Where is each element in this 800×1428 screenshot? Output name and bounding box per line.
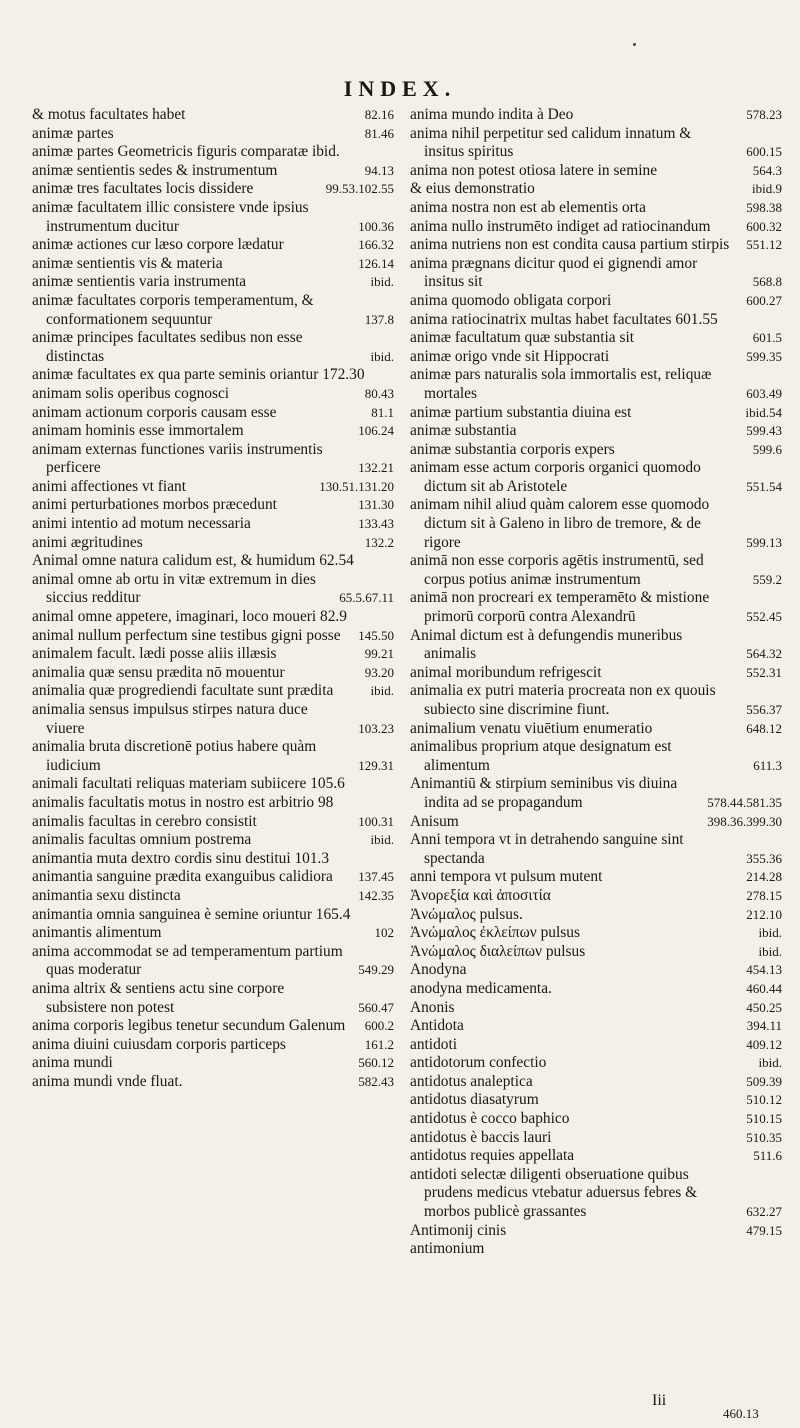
entry-page-ref: 126.14 (358, 255, 394, 271)
entry-page-ref: 398.36.399.30 (707, 813, 782, 829)
entry-page-ref: 103.23 (358, 720, 394, 736)
entry-text: animi affectiones vt fiant (32, 477, 186, 495)
entry-page-ref: 600.2 (364, 1018, 394, 1034)
index-entry (410, 1222, 782, 1241)
entry-text: & eius demonstratio (410, 180, 535, 198)
entry-page-ref: 166.32 (358, 237, 394, 253)
entry-text: animam externas functiones variis instrumentis perficere (32, 440, 323, 477)
entry-text: anima diuini cuiusdam corporis particeps (32, 1035, 286, 1053)
index-entry (32, 571, 394, 608)
entry-text: animalium venatu viuētium enumeratio (410, 719, 653, 737)
entry-page-ref: 102 (374, 925, 394, 941)
index-entry (410, 999, 782, 1018)
index-entry (32, 794, 394, 813)
entry-page-ref: 81.46 (364, 125, 394, 141)
entry-text: Ἀνώμαλος ἐκλείπων pulsus (410, 924, 580, 942)
entry-text: anima quomodo obligata corpori (410, 291, 612, 309)
index-entry (410, 162, 782, 181)
entry-text: anima prægnans dicitur quod ei gignendi amor insitus sit (410, 254, 698, 291)
entry-page-ref: 130.51.131.20 (319, 478, 394, 494)
entry-page-ref: 509.39 (746, 1073, 782, 1089)
entry-page-ref: 549.29 (358, 962, 394, 978)
index-entry (410, 348, 782, 367)
index-entry (410, 422, 782, 441)
index-entry (410, 125, 782, 162)
entry-page-ref: 599.6 (752, 441, 782, 457)
entry-page-ref: 600.32 (746, 218, 782, 234)
index-entry (410, 813, 782, 832)
index-entry (410, 775, 782, 812)
entry-text: anima mundi (32, 1054, 113, 1072)
entry-text: antidotus diasatyrum (410, 1091, 539, 1109)
entry-text: anima nullo instrumēto indiget ad ratiocinandum (410, 217, 711, 235)
index-entry (410, 366, 782, 403)
entry-text: antidotus analeptica (410, 1072, 533, 1090)
index-entry (32, 1054, 394, 1073)
entry-page-ref: 599.13 (746, 534, 782, 550)
index-entry (410, 924, 782, 943)
index-entry (410, 831, 782, 868)
entry-text: Ἀνορεξία καὶ ἀποσιτία (410, 886, 551, 904)
index-entry (410, 329, 782, 348)
right-column (410, 106, 782, 1259)
entry-text: animantia sanguine prædita exanguibus calidiora (32, 868, 333, 886)
index-entry (32, 515, 394, 534)
entry-text: Anodyna (410, 961, 467, 979)
index-entry (32, 645, 394, 664)
index-entry (410, 1091, 782, 1110)
index-entry (32, 701, 394, 738)
index-entry (32, 162, 394, 181)
index-entry (32, 627, 394, 646)
index-entry (410, 961, 782, 980)
entry-page-ref: 564.3 (752, 162, 782, 178)
entry-text: Animal omne natura calidum est, & humidum 62.54 (32, 552, 354, 570)
index-entry (410, 720, 782, 739)
index-entry (32, 404, 394, 423)
index-entry (32, 478, 394, 497)
entry-text: animæ facultates ex qua parte seminis oriantur 172.30 (32, 366, 365, 384)
index-entry (32, 831, 394, 850)
entry-page-ref: 214.28 (746, 869, 782, 885)
index-entry (32, 441, 394, 478)
entry-page-ref: 600.27 (746, 292, 782, 308)
index-entry (32, 255, 394, 274)
index-entry (32, 366, 394, 385)
index-entry (410, 682, 782, 719)
index-entry (32, 385, 394, 404)
entry-text: antidotus requies appellata (410, 1147, 575, 1165)
entry-text: anni tempora vt pulsum mutent (410, 868, 603, 886)
entry-page-ref: 552.45 (746, 609, 782, 625)
entry-text: animā non esse corporis agētis instrumentū, sed corpus potius animæ instrumentum (410, 552, 704, 588)
index-entry (32, 980, 394, 1017)
index-entry (410, 1147, 782, 1166)
entry-text: animali facultati reliquas materiam subiicere 105.6 (32, 775, 345, 793)
entry-text: animæ actiones cur læso corpore lædatur (32, 236, 284, 254)
entry-page-ref: 599.35 (746, 348, 782, 364)
index-entry (410, 980, 782, 999)
index-entry (410, 441, 782, 460)
index-entry (32, 236, 394, 255)
entry-text: animal omne ab ortu in vitæ extremum in dies siccius redditur (32, 570, 316, 607)
entry-page-ref: 394.11 (746, 1018, 782, 1034)
index-entry (410, 255, 782, 292)
entry-page-ref: 479.15 (746, 1222, 782, 1238)
entry-text: animal omne appetere, imaginari, loco moueri 82.9 (32, 608, 347, 626)
index-entry (32, 943, 394, 980)
entry-text: animæ sentientis varia instrumenta (32, 273, 247, 291)
entry-page-ref: 510.35 (746, 1129, 782, 1145)
entry-text: animæ partes Geometricis figuris comparatæ ibid. (32, 143, 340, 161)
entry-page-ref: 598.38 (746, 199, 782, 215)
entry-text: animæ origo vnde sit Hippocrati (410, 347, 610, 365)
index-entry (32, 924, 394, 943)
entry-page-ref: 137.8 (364, 311, 394, 327)
entry-text: animi intentio ad motum necessaria (32, 515, 251, 533)
index-entry (32, 850, 394, 869)
index-entry (410, 906, 782, 925)
entry-text: animæ sentientis sedes & instrumentum (32, 161, 278, 179)
index-entry (410, 589, 782, 626)
index-entry (32, 1073, 394, 1092)
index-entry (410, 552, 782, 589)
entry-page-ref: 450.25 (746, 999, 782, 1015)
entry-page-ref: ibid. (758, 1055, 782, 1071)
entry-text: Antidota (410, 1017, 464, 1035)
index-entry (410, 311, 782, 330)
entry-text: animalia bruta discretionē potius habere quàm iudicium (32, 738, 317, 774)
entry-page-ref: 409.12 (746, 1036, 782, 1052)
entry-text: anima ratiocinatrix multas habet facultates 601.55 (410, 310, 718, 328)
entry-text: animæ substantia corporis expers (410, 440, 615, 458)
entry-page-ref: 510.15 (746, 1111, 782, 1127)
index-entry (410, 218, 782, 237)
entry-page-ref: 100.31 (358, 813, 394, 829)
entry-text: animam solis operibus cognosci (32, 384, 230, 402)
entry-page-ref: 556.37 (746, 702, 782, 717)
entry-text: anima corporis legibus tenetur secundum Galenum (32, 1017, 346, 1035)
index-entry (32, 180, 394, 199)
entry-text: animæ pars naturalis sola immortalis est, reliquæ mortales (410, 366, 712, 402)
entry-page-ref: ibid. (370, 274, 394, 290)
entry-page-ref: 93.20 (364, 664, 394, 680)
entry-page-ref: 578.44.581.35 (707, 794, 782, 810)
entry-page-ref: 460.44 (746, 980, 782, 996)
entry-text: animæ facultates corporis temperamentum, & conformationem sequuntur (32, 291, 314, 328)
entry-page-ref: ibid. (758, 943, 782, 959)
entry-text: animantia muta dextro cordis sinu destitui 101.3 (32, 849, 330, 867)
entry-page-ref: 564.32 (746, 646, 782, 662)
entry-page-ref: 94.13 (364, 162, 394, 178)
entry-page-ref: 65.5.67.11 (339, 590, 394, 606)
index-entry (32, 534, 394, 553)
entry-page-ref: 142.35 (358, 887, 394, 903)
entry-page-ref: 510.12 (746, 1092, 782, 1108)
entry-page-ref: 560.47 (358, 999, 394, 1015)
index-entry (410, 664, 782, 683)
entry-text: animæ tres facultates locis dissidere (32, 180, 254, 198)
entry-page-ref: 454.13 (746, 962, 782, 978)
ink-speck (633, 43, 636, 46)
entry-page-ref: 551.12 (746, 237, 782, 253)
entry-text: antimonium (410, 1240, 485, 1258)
entry-text: anima nostra non est ab elementis orta (410, 198, 646, 216)
entry-text: anima accommodat se ad temperamentum partium quas moderatur (32, 942, 343, 979)
index-entry (32, 868, 394, 887)
entry-text: anima altrix & sentiens actu sine corpore subsistere non potest (32, 979, 285, 1016)
entry-text: animæ partes (32, 124, 114, 142)
entry-page-ref: 137.45 (358, 869, 394, 885)
entry-text: anima nutriens non est condita causa partium stirpis (410, 236, 730, 254)
entry-page-ref: 568.8 (752, 274, 782, 290)
entry-text: animalibus proprium atque designatum est alimentum (410, 738, 672, 774)
entry-page-ref: 132.21 (358, 460, 394, 476)
entry-page-ref: 582.43 (358, 1073, 394, 1089)
entry-page-ref: 600.15 (746, 144, 782, 160)
index-entry (410, 1054, 782, 1073)
entry-text: antidotorum confectio (410, 1054, 547, 1072)
index-entry (32, 273, 394, 292)
index-entry (410, 738, 782, 775)
index-entry (410, 943, 782, 962)
entry-text: animam esse actum corporis organici quomodo dictum sit ab Aristotele (410, 459, 701, 495)
entry-text: animæ substantia (410, 422, 517, 440)
entry-text: animal moribundum refrigescit (410, 663, 602, 681)
entry-page-ref: 81.1 (371, 404, 394, 420)
entry-text: animalem facult. lædi posse aliis illæsis (32, 645, 277, 663)
index-entry (410, 868, 782, 887)
entry-text: Antimonij cinis (410, 1221, 507, 1239)
entry-text: antidoti (410, 1035, 458, 1053)
index-entry (32, 422, 394, 441)
signature-mark: Iii (652, 1392, 667, 1409)
entry-text: animantia sexu distincta (32, 886, 181, 904)
entry-text: antidotus è baccis lauri (410, 1128, 552, 1146)
entry-text: animam hominis esse immortalem (32, 422, 244, 440)
index-entry (410, 1129, 782, 1148)
entry-page-ref: 80.43 (364, 385, 394, 401)
index-entry (410, 1073, 782, 1092)
index-entry (32, 682, 394, 701)
index-entry (410, 887, 782, 906)
index-entry (32, 738, 394, 775)
entry-text: Ἀνώμαλος pulsus. (410, 905, 523, 923)
index-entry (32, 552, 394, 571)
entry-text: antidoti selectæ diligenti obseruatione quibus prudens medicus vtebatur aduersus febres & morbos publicè grassantes (410, 1165, 698, 1221)
index-entry (410, 404, 782, 423)
entry-page-ref: 355.36 (746, 850, 782, 866)
entry-page-ref: 99.53.102.55 (325, 181, 394, 197)
entry-text: animalia quæ sensu prædita nō mouentur (32, 663, 285, 681)
entry-text: animam actionum corporis causam esse (32, 403, 277, 421)
entry-page-ref: 648.12 (746, 720, 782, 736)
entry-text: animalis facultas in cerebro consistit (32, 812, 257, 830)
entry-page-ref: ibid.9 (752, 181, 782, 197)
entry-page-ref: 560.12 (358, 1055, 394, 1071)
entry-page-ref: 145.50 (358, 627, 394, 643)
entry-page-ref: 99.21 (364, 646, 394, 662)
index-entry (32, 664, 394, 683)
index-entry (32, 813, 394, 832)
entry-page-ref: 132.2 (364, 534, 394, 550)
entry-text: animantia omnia sanguinea è semine oriuntur 165.4 (32, 905, 351, 923)
entry-text: Animantiū & stirpium seminibus vis diuina indita ad se propagandum (410, 775, 678, 811)
index-entry (32, 125, 394, 144)
entry-text: anima mundi vnde fluat. (32, 1072, 183, 1090)
index-entry (410, 292, 782, 311)
entry-text: animalia quæ progrediendi facultate sunt prædita (32, 682, 334, 700)
index-entry (410, 1036, 782, 1055)
entry-text: antidotus è cocco baphico (410, 1110, 570, 1128)
index-entry (410, 1166, 782, 1222)
entry-text: animalis facultas omnium postrema (32, 831, 252, 849)
index-entry (410, 199, 782, 218)
entry-text: anima non potest otiosa latere in semine (410, 161, 658, 179)
index-entry (410, 106, 782, 125)
entry-page-ref: 133.43 (358, 516, 394, 532)
entry-page-ref: 278.15 (746, 887, 782, 903)
entry-text: Anonis (410, 998, 455, 1016)
entry-text: animalis facultatis motus in nostro est arbitrio 98 (32, 793, 334, 811)
entry-page-ref: 131.30 (358, 497, 394, 513)
entry-page-ref: 632.27 (746, 1204, 782, 1220)
entry-text: Animal dictum est à defungendis muneribus animalis (410, 626, 683, 663)
entry-page-ref: ibid.54 (745, 404, 782, 420)
index-entry (410, 496, 782, 552)
index-entry (410, 1110, 782, 1129)
entry-text: Ἀνώμαλος διαλείπων pulsus (410, 942, 586, 960)
entry-page-ref: 511.6 (753, 1148, 782, 1164)
index-entry (410, 1017, 782, 1036)
entry-text: animantis alimentum (32, 924, 162, 942)
entry-text: anima mundo indita à Deo (410, 106, 574, 123)
index-entry (32, 292, 394, 329)
entry-text: Anni tempora vt in detrahendo sanguine sint spectanda (410, 831, 684, 867)
entry-text: anodyna medicamenta. (410, 979, 552, 997)
index-entry (32, 1017, 394, 1036)
entry-text: animæ facultatem illic consistere vnde ipsius instrumentum ducitur (32, 198, 309, 235)
entry-text: animal nullum perfectum sine testibus gigni posse (32, 626, 341, 644)
catchword-ref: 460.13 (723, 1406, 759, 1421)
index-entry (32, 143, 394, 162)
entry-text: anima nihil perpetitur sed calidum innatum & insitus spiritus (410, 124, 692, 161)
entry-text: animæ principes facultates sedibus non esse distinctas (32, 329, 303, 365)
entry-text: animalia ex putri materia procreata non ex quouis subiecto sine discrimine fiunt. (410, 682, 716, 718)
entry-page-ref: 601.5 (752, 330, 782, 346)
entry-text: animā non procreari ex temperamēto & mistione primorū corporū contra Alexandrū (410, 589, 710, 626)
index-entry (410, 627, 782, 664)
entry-page-ref: 603.49 (746, 385, 782, 401)
index-entry (32, 775, 394, 794)
index-entry (410, 236, 782, 255)
entry-page-ref: ibid. (758, 925, 782, 941)
index-entry (32, 887, 394, 906)
entry-page-ref: 578.23 (746, 107, 782, 122)
entry-text: & motus facultates habet (32, 106, 186, 123)
index-entry (410, 180, 782, 199)
entry-page-ref: ibid. (370, 683, 394, 699)
entry-page-ref: 129.31 (358, 757, 394, 773)
entry-text: animi perturbationes morbos præcedunt (32, 496, 277, 514)
entry-page-ref: 611.3 (753, 757, 782, 773)
entry-text: animam nihil aliud quàm calorem esse quomodo dictum sit à Galeno in libro de tremore, & de rigore (410, 496, 710, 551)
entry-page-ref: 551.54 (746, 478, 782, 494)
index-entry (32, 329, 394, 366)
index-entry (410, 1240, 782, 1259)
entry-page-ref: 599.43 (746, 423, 782, 439)
index-entry (32, 1036, 394, 1055)
entry-page-ref: 161.2 (364, 1036, 394, 1052)
entry-text: animalia sensus impulsus stirpes natura duce viuere (32, 701, 308, 737)
entry-page-ref: 559.2 (752, 571, 782, 587)
entry-page-ref: 82.16 (364, 107, 394, 122)
entry-page-ref: 212.10 (746, 906, 782, 922)
index-entry (410, 459, 782, 496)
entry-page-ref: 552.31 (746, 664, 782, 680)
page-header: INDEX. (343, 76, 457, 101)
index-entry (32, 496, 394, 515)
entry-page-ref: 100.36 (358, 218, 394, 234)
entry-text: animæ facultatum quæ substantia sit (410, 329, 634, 347)
entry-page-ref: ibid. (370, 348, 394, 364)
index-entry (32, 199, 394, 236)
entry-page-ref: 106.24 (358, 423, 394, 439)
entry-text: Anisum (410, 812, 459, 830)
left-column (32, 106, 394, 1091)
entry-text: animæ partium substantia diuina est (410, 403, 632, 421)
entry-text: animæ sentientis vis & materia (32, 254, 223, 272)
index-entry (32, 906, 394, 925)
index-entry (32, 608, 394, 627)
entry-text: animi ægritudines (32, 533, 143, 551)
entry-page-ref: ibid. (370, 832, 394, 848)
index-entry (32, 106, 394, 125)
